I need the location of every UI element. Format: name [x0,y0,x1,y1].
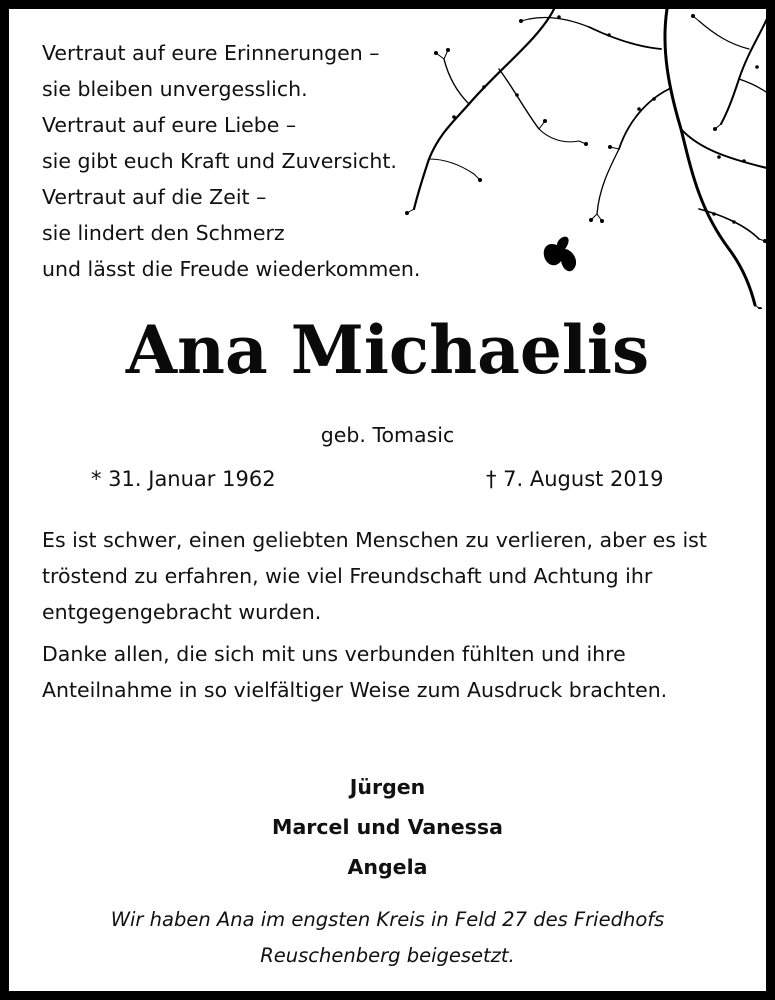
burial-note [9,902,766,974]
death-date: † 7. August 2019 [486,467,664,491]
poem-line: sie gibt euch Kraft und Zuversicht. [42,149,397,173]
burial-note-line: Reuschenberg beigesetzt. [260,944,515,967]
maiden-name: geb. Tomasic [320,423,455,447]
poem-line: und lässt die Freude wiederkommen. [42,257,421,281]
poem-line: sie lindert den Schmerz [42,221,285,245]
poem-line: sie bleiben unvergesslich. [42,77,308,101]
paragraph: Es ist schwer, einen geliebten Menschen zu verlieren, aber es ist tröstend zu erfahren, wie viel Freundschaft und Achtung ihr entgegengebracht wurden. [42,528,707,624]
thanks-text [42,522,742,714]
paragraph: Danke allen, die sich mit uns verbunden fühlten und ihre Anteilnahme in so vielfältiger Weise zum Ausdruck brachten. [42,642,668,702]
poem-line: Vertraut auf eure Liebe – [42,113,297,137]
poem-line: Vertraut auf die Zeit – [42,185,267,209]
burial-note-line: Wir haben Ana im engsten Kreis in Feld 27 des Friedhofs [110,908,665,931]
mourners-list [9,767,766,887]
mourner-name: Jürgen [349,775,426,799]
branches-illustration [399,9,775,309]
poem [42,35,420,287]
deceased-name: Ana Michaelis [125,311,650,389]
mourner-name: Marcel und Vanessa [272,815,503,839]
birth-date: * 31. Januar 1962 [91,467,276,491]
poem-line: Vertraut auf eure Erinnerungen – [42,41,380,65]
mourner-name: Angela [347,855,428,879]
